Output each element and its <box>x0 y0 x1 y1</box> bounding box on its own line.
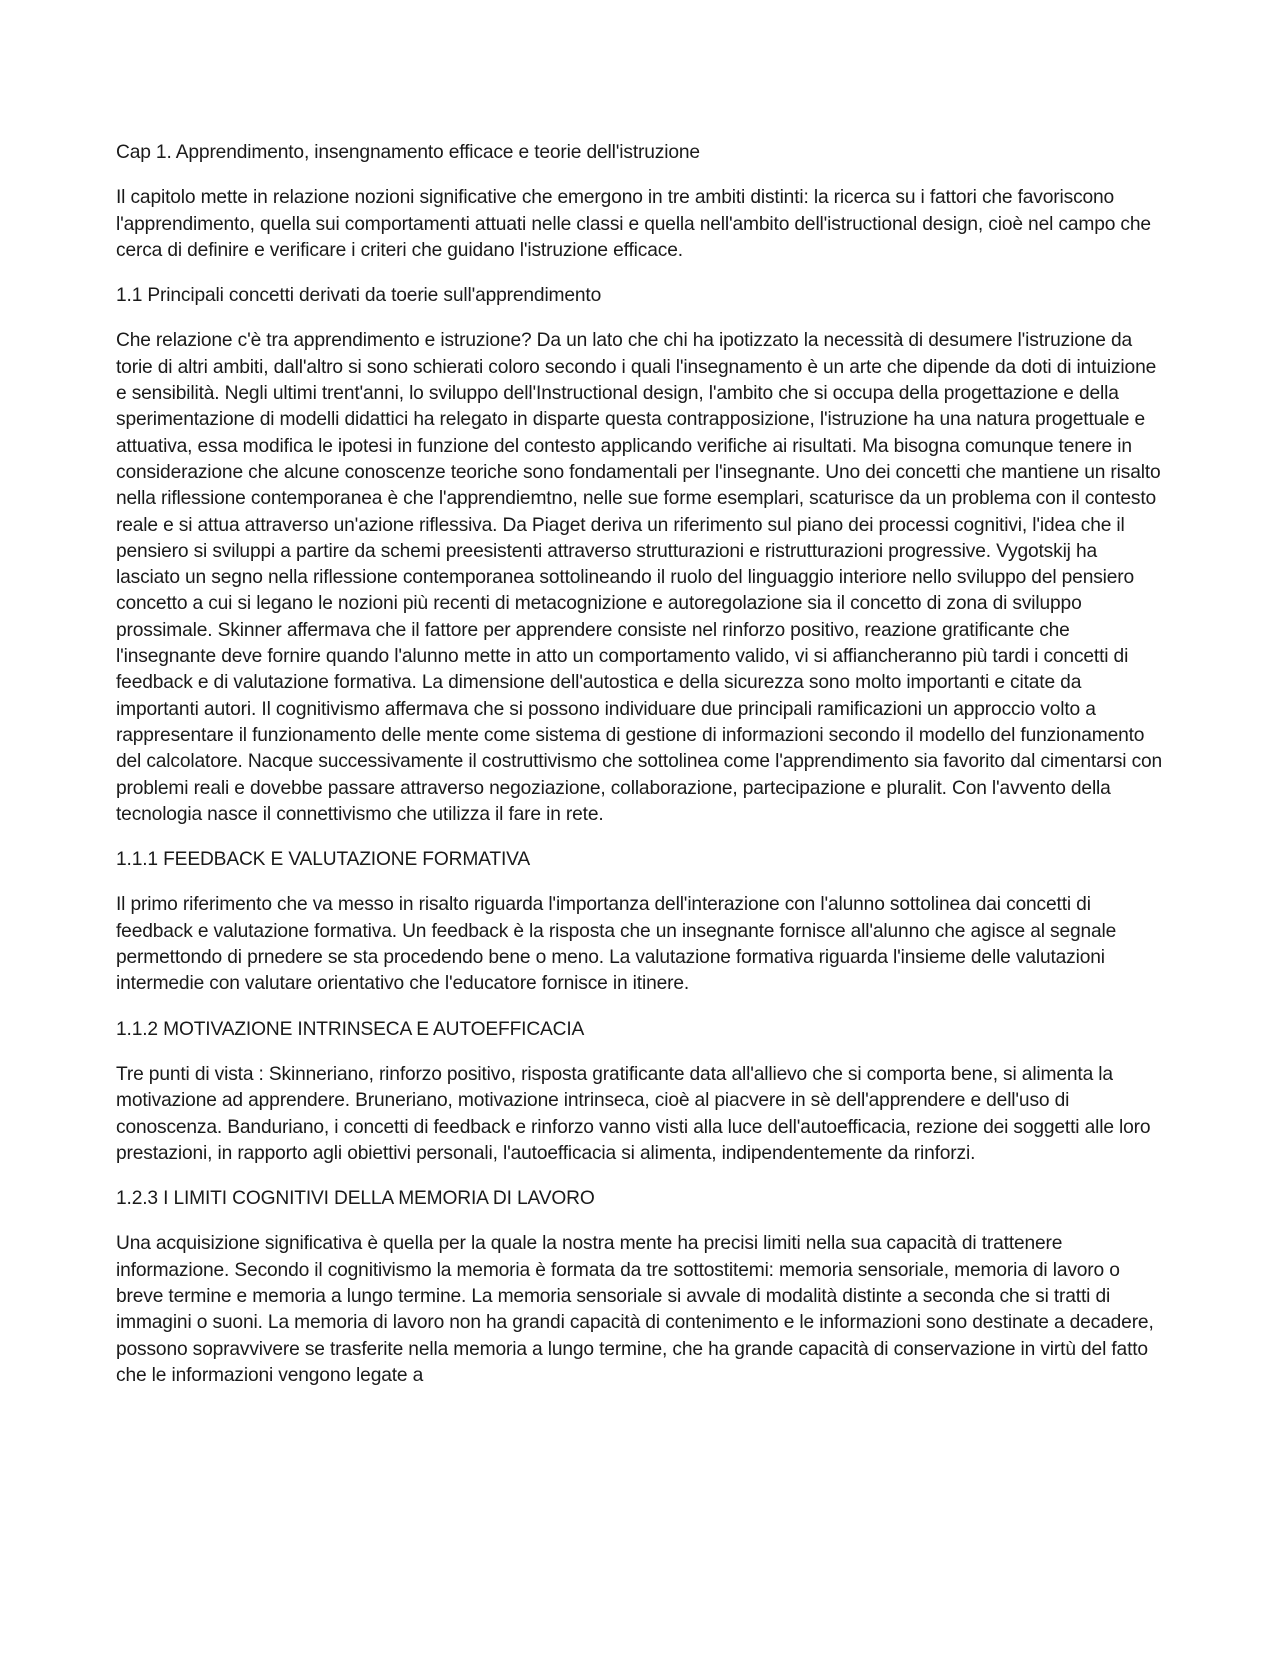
section-body-1-1-1: Il primo riferimento che va messo in risalto riguarda l'importanza dell'interazione con l'alunno sottolinea dai concetti di feedback e valutazione formativa. Un feedback è la risposta che un insegnante fornisce all'alunno che agisce al segnale permettondo di prnedere se sta procedendo bene o meno. La valutazione formativa riguarda l'insieme delle valutazioni intermedie con valutare orientativo che l'educatore fornisce in itinere. <box>116 894 1117 995</box>
section-body-1-2-3: Una acquisizione significativa è quella per la quale la nostra mente ha precisi limiti nella sua capacità di trattenere informazione. Secondo il cognitivismo la memoria è formata da tre sottostitemi: memoria sensoriale, memoria di lavoro o breve termine e memoria a lungo termine. La memoria sensoriale si avvale di modalità distinte a seconda che si tratti di immagini o suoni. La memoria di lavoro non ha grandi capacità di contenimento e le informazioni sono destinate a decadere, possono sopravvivere se trasferite nella memoria a lungo termine, che ha grande capacità di conservazione in virtù del fatto che le informazioni vengono legate a <box>116 1233 1154 1386</box>
section-heading-1-1: 1.1 Principali concetti derivati da toerie sull'apprendimento <box>116 285 602 307</box>
intro-paragraph: Il capitolo mette in relazione nozioni significative che emergono in tre ambiti distinti: la ricerca su i fattori che favoriscono l'apprendimento, quella sui comportamenti attuati nelle classi e quella nell'ambito dell'istructional design, cioè nel campo che cerca di definire e verificare i criteri che guidano l'istruzione efficace. <box>116 187 1151 261</box>
document-title: Cap 1. Apprendimento, insengnamento efficace e teorie dell'istruzione <box>116 142 700 163</box>
section-body-1-1: Che relazione c'è tra apprendimento e istruzione? Da un lato che chi ha ipotizzato la necessità di desumere l'istruzione da torie di altri ambiti, dall'altro si sono schierati coloro secondo i quali l'insegnamento è un arte che dipende da doti di intuizione e sensibilità. Negli ultimi trent'anni, lo sviluppo dell'Instructional design, l'ambito che si occupa della progettazione e della sperimentazione di modelli didattici ha relegato in disparte questa contrapposizione, l'istruzione ha una natura progettuale e attuativa, essa modifica le ipotesi in funzione del contesto applicando verifiche ai risultati. Ma bisogna comunque tenere in considerazione che alcune conoscenze teoriche sono fondamentali per l'insegnante. Uno dei concetti che mantiene un risalto nella riflessione contemporanea è che l'apprendiemtno, nelle sue forme esemplari, scaturisce da un problema con il contesto reale e si attua attraverso un'azione riflessiva. Da Piaget deriva un riferimento sul piano dei processi cognitivi, l'idea che il pensiero si sviluppi a partire da schemi preesistenti attraverso strutturazioni e ristrutturazioni progressive. Vygotskij ha lasciato un segno nella riflessione contemporanea sottolineando il ruolo del linguaggio interiore nello sviluppo del pensiero concetto a cui si legano le nozioni più recenti di metacognizione e autoregolazione sia il concetto di zona di sviluppo prossimale. Skinner affermava che il fattore per apprendere consiste nel rinforzo positivo, reazione gratificante che l'insegnante deve fornire quando l'alunno mette in atto un comportamento valido, vi si affiancheranno più tardi i concetti di feedback e di valutazione formativa. La dimensione dell'autostica e della sicurezza sono molto importanti e citate da importanti autori. Il cognitivismo affermava che si possono individuare due principali ramificazioni un approccio volto a rappresentare il funzionamento delle mente come sistema di gestione di informazioni secondo il modello del funzionamento del calcolatore. Nacque successivamente il costruttivismo che sottolinea come l'apprendimento sia favorito dal cimentarsi con problemi reali e dovebbe passare attraverso negoziazione, collaborazione, partecipazione e pluralit. Con l'avvento della tecnologia nasce il connettivismo che utilizza il fare in rete. <box>116 330 1163 825</box>
section-heading-1-1-2: 1.1.2 MOTIVAZIONE INTRINSECA E AUTOEFFICACIA <box>116 1018 585 1040</box>
section-body-1-1-2: Tre punti di vista : Skinneriano, rinforzo positivo, risposta gratificante data all'allievo che si comporta bene, si alimenta la motivazione ad apprendere. Bruneriano, motivazione intrinseca, cioè al piacvere in sè dell'apprendere e dell'uso di conoscenza. Banduriano, i concetti di feedback e rinforzo vanno visti alla luce dell'autoefficacia, rezione dei soggetti alle loro prestazioni, in rapporto agli obiettivi personali, l'autoefficacia si alimenta, indipendentemente da rinforzi. <box>116 1063 1151 1164</box>
section-heading-1-1-1: 1.1.1 FEEDBACK E VALUTAZIONE FORMATIVA <box>116 849 531 871</box>
section-heading-1-2-3: 1.2.3 I LIMITI COGNITIVI DELLA MEMORIA DI LAVORO <box>116 1188 595 1210</box>
